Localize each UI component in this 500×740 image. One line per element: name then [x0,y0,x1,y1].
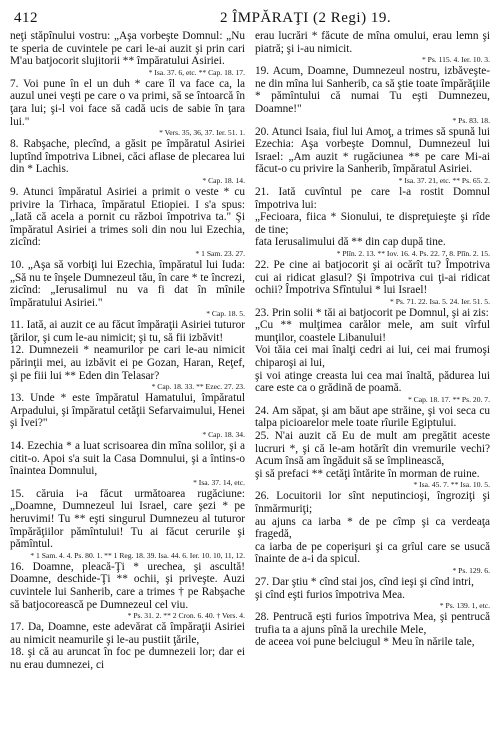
verse-text: erau lucrări * făcute de mîna omului, erau lemn şi piatră; şi i-au nimicit. [255,30,490,55]
cross-reference: * Cap. 18. 14. [202,175,245,185]
verse-text: 24. Am săpat, şi am băut ape străine, şi voi seca cu talpa picioarelor mele toate rîurile Egiptului. [255,404,490,430]
verse-text: 21. Iată cuvîntul pe care l-a rostit Domnul împotriva lui: [255,185,490,211]
verse-text: 9. Atunci împăratul Asiriei a primit o veste * cu privire la Tirhaca, împăratul Etiopiei. I s'a spus: „Iată că acela a pornit cu război împotriva ta." Şi împăratul Asiriei a trimes soli din nou lui Ezechia, zicînd: [10,185,245,249]
verse-text: 20. Atunci Isaia, fiul lui Amoţ, a trimes să spună lui Ezechia: Aşa vorbeşte Domnul, Dumnezeul lui Israel: „Am auzit * rugăciunea ** pe care Mi-ai făcut-o cu privire la Sanherib, împăratul Asiriei. [255,125,490,176]
cross-reference: * Cap. 18. 34. [202,430,245,440]
verse-text: 22. Pe cine ai batjocorit şi ai ocărît tu? Împotriva cui ai ridicat glasul? Şi împotriva cui ţi-ai ridicat ochii? Împotriva Sfîntului * lui Israel! [255,258,490,297]
poetry-line: şi să prefaci ** cetăţi întărite în morman de ruine. [255,467,480,480]
page-header [10,8,490,28]
cross-reference: * Ps. 31. 2. ** 2 Cron. 6. 40. † Vers. 4. [127,611,245,621]
verse-text: 25. N'ai auzit că Eu de mult am pregătit aceste lucruri *, şi că le-am hotărît din vremurile vechi? Acum însă am îngăduit să se împlinească, [255,430,490,468]
poetry-line: de aceea voi pune belciugul * Meu în nările tale, [255,636,475,649]
cross-reference: * Isa. 37. 14, etc. [193,477,245,487]
verse-text: 12. Dumnezeii * neamurilor pe cari le-au nimicit părinţii mei, au izbăvit ei pe Gozan, Haran, Reţef, şi pe fiii lui ** Eden din Telasar? [10,344,245,382]
verse-text: 27. Dar ştiu * cînd stai jos, cînd ieşi şi cînd intri, [255,575,475,588]
poetry-line: „Cu ** mulţimea carălor mele, am suit vîrful munţilor, coastele Libanului! [255,319,490,344]
verse-text: 13. Unde * este împăratul Hamatului, împăratul Arpadului, şi împăratul cetăţii Sefarvaimului, Henei şi Ivei?" [10,392,245,430]
cross-reference: * Cap. 18. 5. [206,309,245,319]
verse-text: 16. Doamne, pleacă-Ţi * urechea, şi ascultă! Doamne, deschide-Ţi ** ochii, şi priveşte. Auzi cuvintele lui Sanherib, care a trimes † pe Rabşache să batjocorească pe Dumnezeul cel viu. [10,560,245,611]
verse-text: 28. Pentrucă eşti furios împotriva Mea, şi pentrucă trufia ta a ajuns pînă la urechile Mele, [255,611,490,636]
cross-reference: * Cap. 18. 17. ** Ps. 20. 7. [407,394,490,404]
cross-reference: * Cap. 18. 33. ** Ezec. 27. 23. [151,382,245,392]
verse-text: 7. Voi pune în el un duh * care îl va face ca, la auzul unei veşti pe care o va primi, să se întoarcă în ţara lui; şi-l voi face să cadă ucis de sabie în ţara lui." [10,77,245,128]
cross-reference: * Ps. 129. 6. [452,565,490,575]
cross-reference: * Ps. 71. 22. Isa. 5. 24. Ier. 51. 5. [390,296,490,306]
cross-reference: * Ps. 83. 18. [452,115,490,125]
poetry-line: „Fecioara, fiica * Sionului, te dispreţuieşte şi rîde de tine; [255,211,490,236]
verse-text: 8. Rabşache, plecînd, a găsit pe împăratul Asiriei luptînd împotriva Libnei, căci aflase de plecarea lui din * Lachis. [10,138,245,176]
verse-text: 15. căruia i-a făcut următoarea rugăciune: „Doamne, Dumnezeul lui Israel, care şezi * pe heruvimi! Tu ** eşti singurul Dumnezeu al tuturor împărăţiilor pămîntului! Tu ai făcut cerurile şi pămîntul. [10,487,245,551]
running-title: 2 ÎMPĂRAŢI (2 Regi) 19. [220,10,392,26]
cross-reference: * Ps. 115. 4. Ier. 10. 3. [421,55,490,65]
verse-text: 17. Da, Doamne, este adevărat că împăraţii Asiriei au nimicit neamurile şi le-au pustiit ţările, [10,621,245,646]
cross-reference: * Vers. 35, 36, 37. Ier. 51. 1. [159,128,245,138]
cross-reference: * 1 Sam. 23. 27. [195,248,245,258]
verse-text: 26. Locuitorii lor sînt neputincioşi, îngroziţi şi înmărmuriţi; [255,490,490,515]
verse-text: 23. Prin solii * tăi ai batjocorit pe Domnul, şi ai zis: [255,306,489,319]
poetry-line: Voi tăia cei mai înalţi cedri ai lui, cei mai frumoşi chiparoşi ai lui, [255,344,490,370]
poetry-line: şi cînd eşti furios împotriva Mea. [255,588,405,601]
cross-reference: * 1 Sam. 4. 4. Ps. 80. 1. ** 1 Reg. 18. 39. Isa. 44. 6. Ier. 10. 10, 11, 12. [30,550,245,560]
verse-text: 10. „Aşa să vorbiţi lui Ezechia, împăratul lui Iuda: „Să nu te înşele Dumnezeul tău, în care * te încrezi, zicînd: „Ierusalimul nu va fi dat în mînile împăratului Asiriei." [10,258,245,309]
poetry-line: şi voi atinge creasta lui cea mai înaltă, pădurea lui care este ca o grădină de poamă. [255,369,490,395]
cross-reference: * Plîn. 2. 13. ** Iov. 16. 4. Ps. 22. 7, 8. Plîn. 2. 15. [336,248,490,258]
verse-text: 19. Acum, Doamne, Dumnezeul nostru, izbăveşte-ne din mîna lui Sanherib, ca să ştie toate împărăţiile * pămîntului că numai Tu eşti Dumnezeu, Doamne!" [255,65,490,115]
verse-text: neţi stăpînului vostru: „Aşa vorbeşte Domnul: „Nu te speria de cuvintele pe cari le-ai auzit şi prin cari M'au batjocorit slujitorii ** împăratului Asiriei. [10,30,245,68]
cross-reference: * Isa. 45. 7. ** Isa. 10. 5. [413,480,490,490]
cross-reference: * Isa. 37. 21, etc. ** Ps. 65. 2. [398,175,490,185]
verse-text: 11. Iată, ai auzit ce au făcut împăraţii Asiriei tuturor ţărilor, şi cum le-au nimicit; şi tu, să fii izbăvit! [10,319,245,344]
poetry-line: fata Ierusalimului dă ** din cap după tine. [255,236,446,249]
poetry-line: au ajuns ca iarba * de pe cîmp şi ca verdeaţa fragedă, [255,515,490,541]
right-column [255,30,490,672]
left-column [10,30,245,672]
poetry-line: ca iarba de pe coperişuri şi ca grîul care se usucă înainte de a-i da spicul. [255,540,490,566]
cross-reference: * Isa. 37. 6, etc. ** Cap. 18. 17. [148,67,245,77]
page-number: 412 [14,10,38,26]
verse-text: 18. şi că au aruncat în foc pe dumnezeii lor; dar ei nu erau dumnezei, ci [10,646,245,671]
text-columns [10,30,490,672]
verse-text: 14. Ezechia * a luat scrisoarea din mîna solilor, şi a citit-o. Apoi s'a suit la Casa Domnului, şi a întins-o înaintea Domnului, [10,440,245,478]
cross-reference: * Ps. 139. 1, etc. [439,601,490,611]
